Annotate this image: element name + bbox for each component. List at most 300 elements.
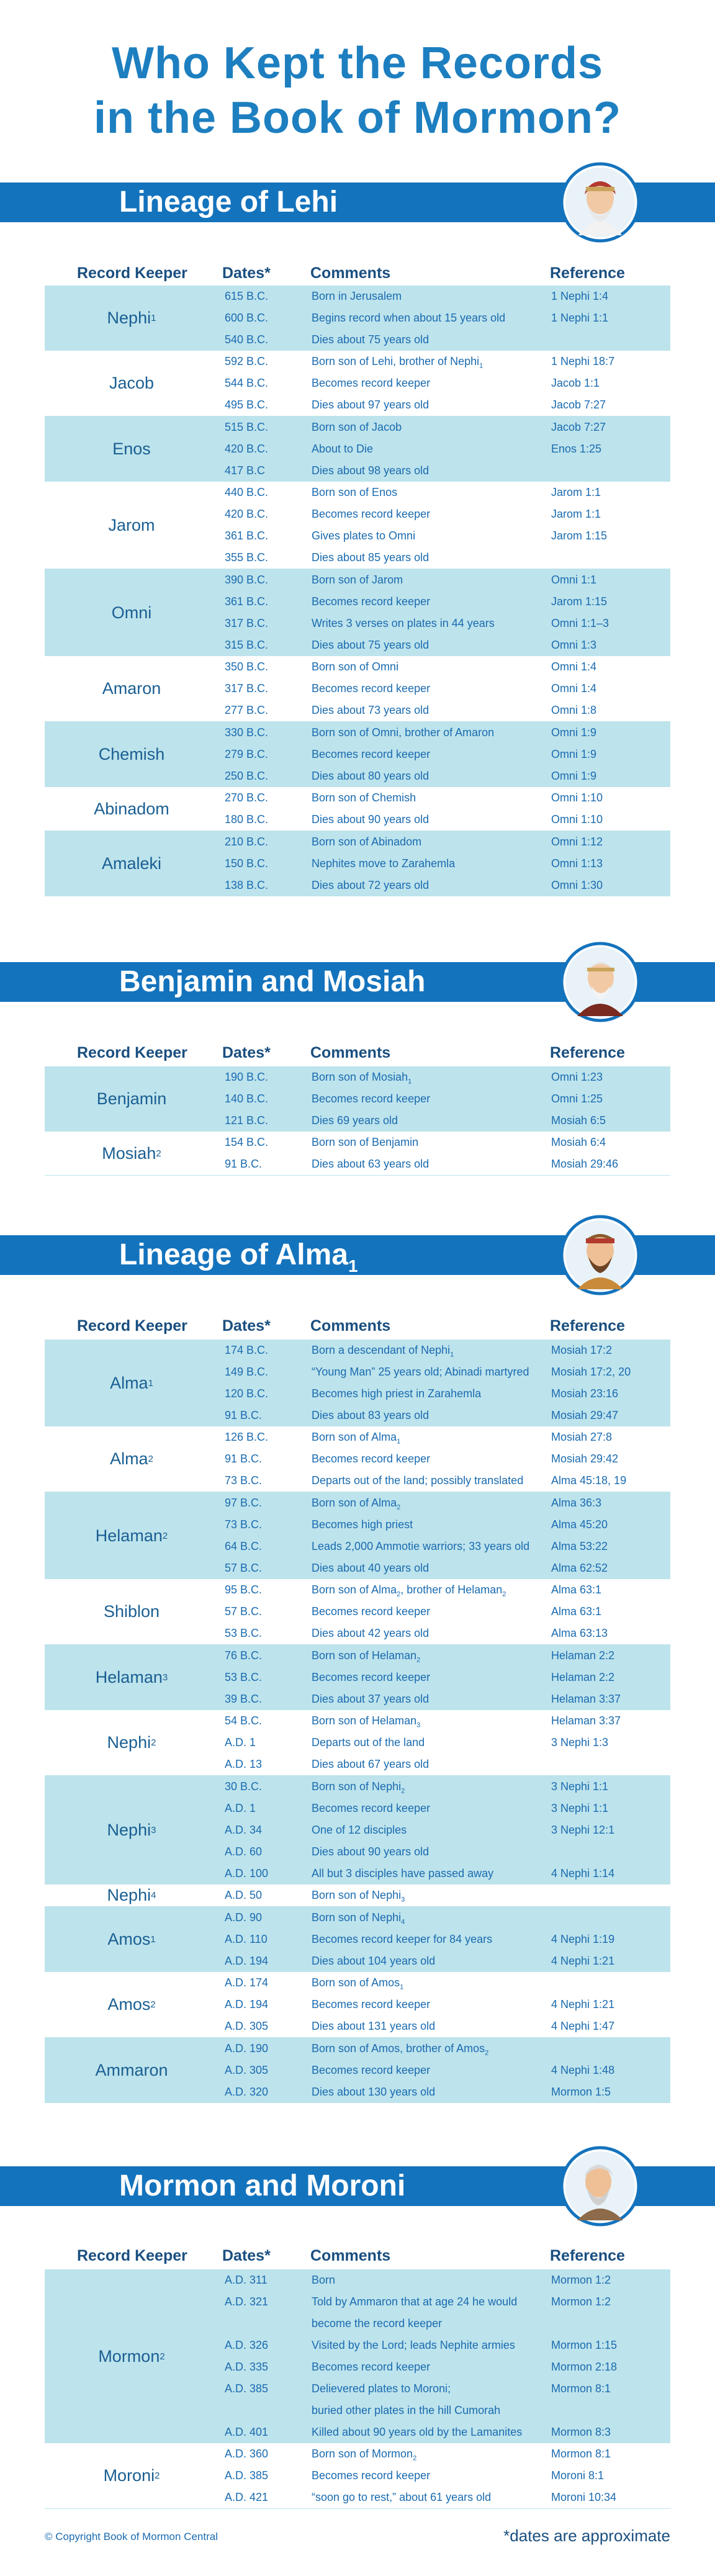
dates-note: *dates are approximate [503, 2526, 670, 2545]
header-record-keeper: Record Keeper [77, 2247, 187, 2264]
reference-cell: Mosiah 23:16 [551, 1387, 619, 1400]
comment-cell: Born a descendant of Nephi$_1$ [312, 1344, 454, 1359]
comment-cell: Dies about 97 years old [312, 399, 429, 411]
date-cell: 73 B.C. [225, 1518, 263, 1531]
reference-cell: 4 Nephi 1:47 [551, 2020, 615, 2032]
record-keeper-name: Nephi 1 [107, 308, 156, 327]
reference-cell: Alma 36:3 [551, 1497, 602, 1509]
record-keeper-group [45, 1907, 670, 1972]
table-row [45, 1492, 670, 1514]
comment-cell: Born son of Benjamin [312, 1136, 419, 1148]
comment-cell: Dies about 130 years old [312, 2086, 436, 2098]
comment-cell: Born son of Nephi$_3$ [312, 1889, 405, 1904]
date-cell: A.D. 1 [225, 1736, 256, 1749]
record-keeper-name: Mormon 2 [98, 2346, 165, 2366]
header-dates: Dates* [222, 1317, 271, 1335]
comment-cell: All but 3 disciples have passed away [312, 1867, 494, 1880]
header-dates: Dates* [222, 2247, 271, 2264]
comment-cell: Becomes record keeper [312, 1605, 431, 1618]
date-cell: 53 B.C. [225, 1671, 263, 1683]
date-cell: 440 B.C. [225, 486, 269, 498]
table-row [45, 853, 670, 875]
section-title: Lineage of Alma$_1$ [119, 1238, 358, 1276]
reference-cell: Omni 1:8 [551, 704, 597, 716]
table-row [45, 1110, 670, 1132]
record-keeper-name: Alma 1 [110, 1373, 153, 1392]
record-keeper-name: Benjamin [96, 1089, 167, 1108]
reference-cell: 1 Nephi 1:1 [551, 312, 609, 324]
reference-cell: Mosiah 29:47 [551, 1409, 619, 1421]
comment-cell: Born son of Jarom [312, 574, 403, 586]
reference-cell: Mormon 2:18 [551, 2361, 618, 2373]
records-table [45, 2269, 670, 2509]
table-row [45, 1645, 670, 1667]
header-record-keeper: Record Keeper [77, 1044, 187, 1061]
comment-cell: Born son of Alma$_2$, brother of Helaman$_2$ [312, 1583, 506, 1598]
header-comments: Comments [310, 264, 391, 282]
date-cell: 277 B.C. [225, 704, 269, 716]
header-comments: Comments [310, 2247, 391, 2264]
comment-cell: Begins record when about 15 years old [312, 312, 506, 324]
date-cell: A.D. 360 [225, 2448, 269, 2460]
date-cell: 57 B.C. [225, 1562, 263, 1574]
comment-cell: Born son of Nephi$_2$ [312, 1780, 405, 1795]
date-cell: A.D. 335 [225, 2361, 269, 2373]
comment-cell: Dies about 90 years old [312, 813, 429, 826]
header-comments: Comments [310, 1317, 391, 1335]
header-dates: Dates* [222, 264, 271, 282]
section-title: Lineage of Lehi [119, 186, 338, 218]
comment-cell: Dies about 83 years old [312, 1409, 429, 1421]
table-row [45, 1448, 670, 1470]
date-cell: 97 B.C. [225, 1497, 263, 1509]
comment-cell: One of 12 disciples [312, 1824, 407, 1836]
table-row [45, 656, 670, 678]
table-row [45, 787, 670, 809]
table-row [45, 1405, 670, 1426]
comment-cell: Writes 3 verses on plates in 44 years [312, 617, 495, 629]
date-cell: 540 B.C. [225, 333, 269, 346]
comment-cell: Born son of Lehi, brother of Nephi$_1$ [312, 355, 483, 370]
comment-cell: Dies about 63 years old [312, 1158, 429, 1170]
table-row [45, 1623, 670, 1644]
reference-cell: Omni 1:4 [551, 660, 597, 673]
comment-cell: become the record keeper [312, 2317, 443, 2330]
table-row [45, 1994, 670, 2015]
table-row [45, 2081, 670, 2103]
record-keeper-name: Mosiah 2 [102, 1143, 161, 1163]
date-cell: A.D. 13 [225, 1758, 263, 1770]
table-row [45, 809, 670, 831]
comment-cell: Born son of Abinadom [312, 835, 422, 848]
reference-cell: 1 Nephi 1:4 [551, 290, 609, 302]
reference-cell: Mosiah 6:5 [551, 1114, 606, 1127]
table-row [45, 307, 670, 329]
date-cell: 126 B.C. [225, 1431, 269, 1443]
table-row [45, 1798, 670, 1819]
reference-cell: Mormon 1:2 [551, 2274, 611, 2286]
record-keeper-group [45, 1645, 670, 1710]
reference-cell: Mosiah 29:46 [551, 1158, 619, 1170]
comment-cell: Departs out of the land; possibly translated [312, 1474, 524, 1487]
section-title: Benjamin and Mosiah [119, 965, 426, 998]
date-cell: A.D. 385 [225, 2382, 269, 2395]
reference-cell: Omni 1:1–3 [551, 617, 609, 629]
comment-cell: Becomes record keeper [312, 508, 431, 520]
date-cell: 76 B.C. [225, 1649, 263, 1662]
comment-cell: Dies about 90 years old [312, 1845, 429, 1858]
record-keeper-name: Jarom [108, 515, 155, 534]
date-cell: 149 B.C. [225, 1366, 269, 1378]
comment-cell: About to Die [312, 443, 374, 455]
table-row [45, 482, 670, 503]
date-cell: 54 B.C. [225, 1714, 263, 1727]
reference-cell: 3 Nephi 1:1 [551, 1802, 609, 1814]
table-row [45, 2313, 670, 2335]
table-row [45, 1907, 670, 1929]
table-row [45, 678, 670, 700]
date-cell: 180 B.C. [225, 813, 269, 826]
date-cell: 64 B.C. [225, 1540, 263, 1552]
comment-cell: Dies 69 years old [312, 1114, 398, 1127]
date-cell: A.D. 60 [225, 1845, 263, 1858]
comment-cell: Born son of Nephi$_4$ [312, 1911, 405, 1926]
table-row [45, 744, 670, 765]
comment-cell: Killed about 90 years old by the Lamanites [312, 2426, 523, 2438]
date-cell: A.D. 385 [225, 2469, 269, 2482]
reference-cell: Omni 1:12 [551, 835, 603, 848]
portrait-icon [560, 1215, 641, 1295]
reference-cell: Alma 45:18, 19 [551, 1474, 627, 1487]
reference-cell: Omni 1:13 [551, 857, 603, 870]
date-cell: 210 B.C. [225, 835, 269, 848]
reference-cell: Mormon 8:1 [551, 2448, 611, 2460]
comment-cell: “Young Man” 25 years old; Abinadi martyred [312, 1366, 529, 1378]
reference-cell: Jacob 7:27 [551, 399, 606, 411]
comment-cell: Becomes record keeper [312, 2064, 431, 2076]
header-dates: Dates* [222, 1044, 271, 1061]
date-cell: A.D. 174 [225, 1976, 269, 1989]
comment-cell: Visited by the Lord; leads Nephite armies [312, 2339, 515, 2351]
reference-cell: 3 Nephi 12:1 [551, 1824, 615, 1836]
date-cell: 615 B.C. [225, 290, 269, 302]
record-keeper-group [45, 417, 670, 482]
comment-cell: Born son of Mormon$_2$ [312, 2448, 417, 2462]
table-row [45, 1383, 670, 1405]
date-cell: A.D. 401 [225, 2426, 269, 2438]
record-keeper-group [45, 351, 670, 417]
records-table [45, 1066, 670, 1176]
reference-cell: Mosiah 17:2, 20 [551, 1366, 631, 1378]
records-table [45, 1340, 670, 2103]
date-cell: 420 B.C. [225, 508, 269, 520]
reference-cell: Mosiah 6:4 [551, 1136, 606, 1148]
comment-cell: Dies about 73 years old [312, 704, 429, 716]
record-keeper-name: Abinadom [94, 799, 169, 818]
table-row [45, 1688, 670, 1710]
table-row [45, 1340, 670, 1361]
table-row [45, 372, 670, 394]
record-keeper-group [45, 286, 670, 351]
record-keeper-name: Helaman 2 [95, 1526, 168, 1545]
table-row [45, 1732, 670, 1754]
record-keeper-group [45, 1426, 670, 1492]
record-keeper-name: Nephi 2 [107, 1733, 156, 1752]
header-reference: Reference [550, 1044, 625, 1061]
comment-cell: Becomes record keeper [312, 682, 431, 695]
reference-cell: Enos 1:25 [551, 443, 602, 455]
reference-cell: Alma 45:20 [551, 1518, 608, 1531]
header-reference: Reference [550, 264, 625, 282]
table-row [45, 351, 670, 372]
reference-cell: Jacob 7:27 [551, 421, 606, 433]
date-cell: 250 B.C. [225, 770, 269, 782]
record-keeper-name: Alma 2 [110, 1449, 153, 1468]
date-cell: A.D. 34 [225, 1824, 263, 1836]
date-cell: 154 B.C. [225, 1136, 269, 1148]
record-keeper-name: Jacob [109, 374, 155, 392]
reference-cell: Helaman 2:2 [551, 1649, 615, 1662]
date-cell: 600 B.C. [225, 312, 269, 324]
page-title [0, 36, 715, 145]
table-row [45, 2269, 670, 2291]
date-cell: A.D. 110 [225, 1933, 268, 1945]
table-row [45, 1929, 670, 1950]
reference-cell: Omni 1:25 [551, 1092, 603, 1105]
record-keeper-group [45, 482, 670, 569]
table-row [45, 2015, 670, 2037]
table-row [45, 503, 670, 525]
record-keeper-group [45, 722, 670, 787]
reference-cell: Mormon 1:5 [551, 2086, 611, 2098]
table-row [45, 1426, 670, 1448]
comment-cell: Becomes record keeper [312, 377, 431, 389]
table-row [45, 438, 670, 460]
table-row [45, 722, 670, 744]
comment-cell: Born son of Omni, brother of Amaron [312, 726, 495, 739]
date-cell: 279 B.C. [225, 748, 269, 760]
reference-cell: Jarom 1:15 [551, 529, 608, 542]
portrait-icon [560, 2146, 641, 2227]
reference-cell: Omni 1:4 [551, 682, 597, 695]
reference-cell: Mosiah 29:42 [551, 1452, 619, 1465]
table-row [45, 831, 670, 853]
reference-cell: Omni 1:10 [551, 813, 603, 826]
comment-cell: buried other plates in the hill Cumorah [312, 2404, 501, 2416]
reference-cell: Jarom 1:15 [551, 595, 608, 608]
table-row [45, 1885, 670, 1906]
date-cell: A.D. 321 [225, 2295, 269, 2308]
date-cell: 53 B.C. [225, 1627, 263, 1639]
comment-cell: Dies about 37 years old [312, 1693, 429, 1705]
date-cell: A.D. 320 [225, 2086, 269, 2098]
reference-cell: Mormon 1:15 [551, 2339, 618, 2351]
reference-cell: 4 Nephi 1:21 [551, 1955, 615, 1967]
date-cell: 95 B.C. [225, 1583, 263, 1596]
date-cell: 91 B.C. [225, 1452, 263, 1465]
comment-cell: “soon go to rest,” about 61 years old [312, 2491, 492, 2503]
records-table [45, 286, 670, 896]
date-cell: 361 B.C. [225, 529, 269, 542]
table-row [45, 1470, 670, 1492]
comment-cell: Dies about 40 years old [312, 1562, 429, 1574]
reference-cell: 4 Nephi 1:21 [551, 1998, 615, 2011]
record-keeper-name: Nephi 3 [107, 1821, 156, 1839]
date-cell: 73 B.C. [225, 1474, 263, 1487]
reference-cell: Omni 1:9 [551, 770, 597, 782]
record-keeper-group [45, 1776, 670, 1885]
comment-cell: Born [312, 2274, 336, 2286]
comment-cell: Dies about 42 years old [312, 1627, 429, 1639]
record-keeper-group [45, 831, 670, 896]
reference-cell: 3 Nephi 1:1 [551, 1780, 609, 1793]
table-row [45, 1557, 670, 1579]
table-row [45, 417, 670, 438]
date-cell: 317 B.C. [225, 682, 269, 695]
reference-cell: Omni 1:23 [551, 1071, 603, 1083]
reference-cell: 4 Nephi 1:19 [551, 1933, 615, 1945]
date-cell: 39 B.C. [225, 1693, 263, 1705]
table-row [45, 765, 670, 787]
table-row [45, 1667, 670, 1688]
date-cell: 544 B.C. [225, 377, 269, 389]
reference-cell: Jarom 1:1 [551, 486, 601, 498]
date-cell: A.D. 194 [225, 1955, 269, 1967]
date-cell: 350 B.C. [225, 660, 269, 673]
comment-cell: Becomes record keeper [312, 2361, 431, 2373]
date-cell: 495 B.C. [225, 399, 269, 411]
comment-cell: Born son of Helaman$_2$ [312, 1649, 421, 1664]
date-cell: 270 B.C. [225, 791, 269, 804]
record-keeper-group [45, 569, 670, 656]
title-line-1: Who Kept the Records [111, 38, 604, 88]
comment-cell: Becomes high priest [312, 1518, 413, 1531]
record-keeper-name: Shiblon [103, 1602, 160, 1621]
record-keeper-group [45, 2269, 670, 2443]
reference-cell: 1 Nephi 18:7 [551, 355, 615, 367]
record-keeper-name: Amos 1 [107, 1930, 156, 1948]
table-row [45, 1754, 670, 1775]
comment-cell: Dies about 131 years old [312, 2020, 436, 2032]
date-cell: 420 B.C. [225, 443, 269, 455]
comment-cell: Dies about 75 years old [312, 333, 429, 346]
record-keeper-name: Amaron [102, 679, 161, 698]
table-row [45, 2378, 670, 2400]
record-keeper-group [45, 1492, 670, 1579]
portrait-icon [560, 942, 641, 1022]
reference-cell: Jacob 1:1 [551, 377, 600, 389]
date-cell: 91 B.C. [225, 1409, 263, 1421]
comment-cell: Becomes high priest in Zarahemla [312, 1387, 482, 1400]
date-cell: A.D. 1 [225, 1802, 256, 1814]
table-row [45, 1863, 670, 1885]
table-row [45, 1153, 670, 1175]
comment-cell: Becomes record keeper [312, 1671, 431, 1683]
comment-cell: Born son of Enos [312, 486, 398, 498]
table-row [45, 700, 670, 721]
table-row [45, 1088, 670, 1110]
reference-cell: Mosiah 27:8 [551, 1431, 613, 1443]
table-row [45, 1514, 670, 1536]
date-cell: 190 B.C. [225, 1071, 269, 1083]
table-row [45, 1710, 670, 1732]
date-cell: A.D. 190 [225, 2042, 269, 2055]
comment-cell: Born son of Chemish [312, 791, 416, 804]
date-cell: A.D. 90 [225, 1911, 263, 1924]
reference-cell: Helaman 2:2 [551, 1671, 615, 1683]
record-keeper-name: Enos [112, 439, 151, 458]
header-reference: Reference [550, 1317, 625, 1335]
reference-cell: Helaman 3:37 [551, 1714, 621, 1727]
reference-cell: Omni 1:3 [551, 639, 597, 651]
record-keeper-group [45, 1972, 670, 2038]
table-row [45, 329, 670, 351]
date-cell: 57 B.C. [225, 1605, 263, 1618]
date-cell: A.D. 305 [225, 2064, 269, 2076]
header-record-keeper: Record Keeper [77, 264, 187, 282]
table-row [45, 1066, 670, 1088]
table-row [45, 1950, 670, 1972]
table-row [45, 875, 670, 896]
date-cell: A.D. 305 [225, 2020, 269, 2032]
date-cell: 91 B.C. [225, 1158, 263, 1170]
comment-cell: Dies about 67 years old [312, 1758, 429, 1770]
table-row [45, 2291, 670, 2313]
comment-cell: Told by Ammaron that at age 24 he would [312, 2295, 518, 2308]
table-row [45, 2421, 670, 2443]
date-cell: 121 B.C. [225, 1114, 269, 1127]
date-cell: 140 B.C. [225, 1092, 269, 1105]
table-row [45, 1536, 670, 1557]
table-row [45, 286, 670, 307]
record-keeper-name: Omni [111, 603, 152, 622]
comment-cell: Delievered plates to Moroni; [312, 2382, 451, 2395]
header-reference: Reference [550, 2247, 625, 2264]
table-row [45, 1361, 670, 1383]
record-keeper-group [45, 2038, 670, 2103]
date-cell: 174 B.C. [225, 1344, 269, 1356]
record-keeper-group [45, 1340, 670, 1426]
reference-cell: 3 Nephi 1:3 [551, 1736, 609, 1749]
comment-cell: Becomes record keeper [312, 748, 431, 760]
date-cell: 138 B.C. [225, 879, 269, 891]
date-cell: 120 B.C. [225, 1387, 269, 1400]
record-keeper-group [45, 656, 670, 722]
header-record-keeper: Record Keeper [77, 1317, 187, 1335]
table-row [45, 1601, 670, 1623]
table-row [45, 2335, 670, 2356]
table-row [45, 2465, 670, 2487]
table-row [45, 525, 670, 547]
comment-cell: Born son of Alma$_2$ [312, 1497, 401, 1511]
date-cell: 330 B.C. [225, 726, 269, 739]
record-keeper-group [45, 1710, 670, 1776]
comment-cell: Dies about 75 years old [312, 639, 429, 651]
comment-cell: Leads 2,000 Ammotie warriors; 33 years old [312, 1540, 530, 1552]
comment-cell: Becomes record keeper [312, 1802, 431, 1814]
table-row [45, 1776, 670, 1798]
reference-cell: Jarom 1:1 [551, 508, 601, 520]
reference-cell: Omni 1:9 [551, 726, 597, 739]
header-comments: Comments [310, 1044, 391, 1061]
reference-cell: Mosiah 17:2 [551, 1344, 613, 1356]
comment-cell: Born in Jerusalem [312, 290, 402, 302]
date-cell: 355 B.C. [225, 551, 269, 564]
table-row [45, 634, 670, 656]
reference-cell: Alma 63:13 [551, 1627, 608, 1639]
reference-cell: Moroni 8:1 [551, 2469, 605, 2482]
date-cell: A.D. 50 [225, 1889, 263, 1901]
